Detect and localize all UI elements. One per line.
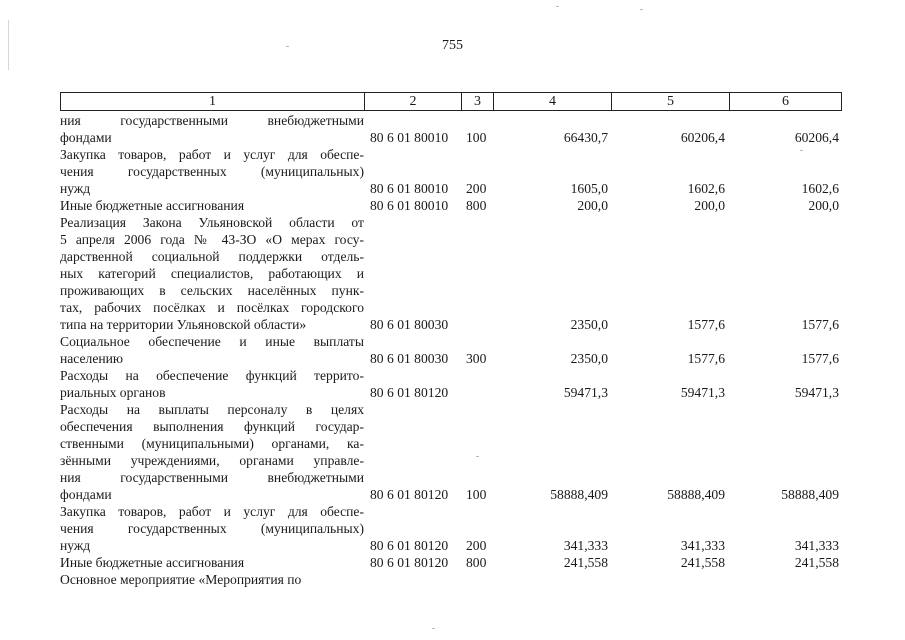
header-col-6: 6 [782,94,789,109]
scan-speck [556,6,559,7]
description-line: фондами [60,130,112,145]
row-value-col6: 341,333 [794,538,839,553]
description-line: зёнными учреждениями, органами управле- [60,453,364,468]
row-value-col5: 58888,409 [667,487,725,502]
description-line: Реализация Закона Ульяновской области от [60,215,364,230]
row-description [60,214,364,333]
table-row [60,146,850,197]
description-line: чения государственных (муниципальных) [60,164,364,179]
row-value-col4: 58888,409 [550,487,608,502]
row-code: 80 6 01 80030 [370,351,449,366]
row-value-col4: 59471,3 [563,385,608,400]
table-body [60,112,850,588]
row-description [60,333,364,367]
row-value-col5: 341,333 [680,538,725,553]
description-line: ных категорий специалистов, работающих и [60,266,364,281]
table-row [60,571,850,588]
table-row [60,112,850,146]
table-row [60,367,850,401]
description-line: ственными (муниципальными) органами, ка- [60,436,364,451]
table-row [60,401,850,503]
row-description [60,554,364,571]
table-row [60,503,850,554]
description-line: Закупка товаров, работ и услуг для обеспе- [60,147,364,162]
row-description [60,503,364,554]
description-line: проживающих в сельских населённых пунк- [60,283,364,298]
header-col-2: 2 [365,93,462,110]
header-col-1: 1 [61,93,365,110]
row-value-col4: 241,558 [563,555,608,570]
row-code: 80 6 01 80010 [370,198,449,213]
header-col-5: 5 [612,93,730,110]
header-col-4: 4 [494,93,612,110]
row-description [60,112,364,146]
description-line: Социальное обеспечение и иные выплаты [60,334,364,349]
row-value-col4: 2350,0 [570,351,608,366]
description-line: Закупка товаров, работ и услуг для обеспе- [60,504,364,519]
row-expense-type: 300 [466,351,487,366]
row-code: 80 6 01 80120 [370,385,449,400]
row-value-col4: 1605,0 [570,181,608,196]
row-value-col5: 59471,3 [680,385,725,400]
row-value-col6: 60206,4 [794,130,839,145]
table-header [60,92,842,111]
row-value-col6: 1602,6 [801,181,839,196]
row-description [60,197,364,214]
row-expense-type: 800 [466,198,487,213]
description-line: Расходы на обеспечение функций террито- [60,368,364,383]
row-value-col6: 1577,6 [801,351,839,366]
description-line: населению [60,351,124,366]
row-value-col6: 58888,409 [781,487,839,502]
row-value-col5: 1577,6 [687,351,725,366]
description-line: нужд [60,538,91,553]
row-expense-type: 800 [466,555,487,570]
row-value-col5: 60206,4 [680,130,725,145]
row-value-col4: 66430,7 [563,130,608,145]
row-code: 80 6 01 80010 [370,181,449,196]
row-expense-type: 200 [466,181,487,196]
row-code: 80 6 01 80120 [370,538,449,553]
row-value-col6: 241,558 [794,555,839,570]
scan-speck [640,9,643,10]
description-line: ния государственными внебюджетными [60,470,364,485]
description-line: 5 апреля 2006 года № 43-ЗО «О мерах госу- [60,232,364,247]
row-code: 80 6 01 80120 [370,555,449,570]
row-value-col5: 1577,6 [687,317,725,332]
row-expense-type: 200 [466,538,487,553]
header-col-3: 3 [462,93,494,110]
table-row [60,197,850,214]
description-line: Иные бюджетные ассигнования [60,555,245,570]
description-line: фондами [60,487,112,502]
row-expense-type: 100 [466,487,487,502]
row-code: 80 6 01 80030 [370,317,449,332]
description-line: Основное мероприятие «Мероприятия по [60,572,302,587]
row-value-col4: 200,0 [577,198,608,213]
scan-speck [432,628,435,629]
row-value-col5: 1602,6 [687,181,725,196]
description-line: Иные бюджетные ассигнования [60,198,245,213]
row-value-col4: 341,333 [563,538,608,553]
description-line: ния государственными внебюджетными [60,113,364,128]
row-value-col5: 200,0 [694,198,725,213]
row-description [60,571,364,588]
description-line: нужд [60,181,91,196]
row-value-col4: 2350,0 [570,317,608,332]
page-number: 755 [442,38,463,53]
row-value-col6: 200,0 [808,198,839,213]
table-row [60,214,850,333]
row-value-col5: 241,558 [680,555,725,570]
row-code: 80 6 01 80010 [370,130,449,145]
description-line: типа на территории Ульяновской области» [60,317,307,332]
row-code: 80 6 01 80120 [370,487,449,502]
description-line: Расходы на выплаты персоналу в целях [60,402,364,417]
row-value-col6: 59471,3 [794,385,839,400]
row-description [60,146,364,197]
row-description [60,367,364,401]
description-line: риальных органов [60,385,166,400]
description-line: обеспечения выполнения функций государ- [60,419,364,434]
description-line: тах, рабочих посёлках и посёлках городского [60,300,364,315]
table-row [60,333,850,367]
row-description [60,401,364,503]
description-line: дарственной социальной поддержки отдель- [60,249,364,264]
row-value-col6: 1577,6 [801,317,839,332]
row-expense-type: 100 [466,130,487,145]
description-line: чения государственных (муниципальных) [60,521,364,536]
table-row [60,554,850,571]
